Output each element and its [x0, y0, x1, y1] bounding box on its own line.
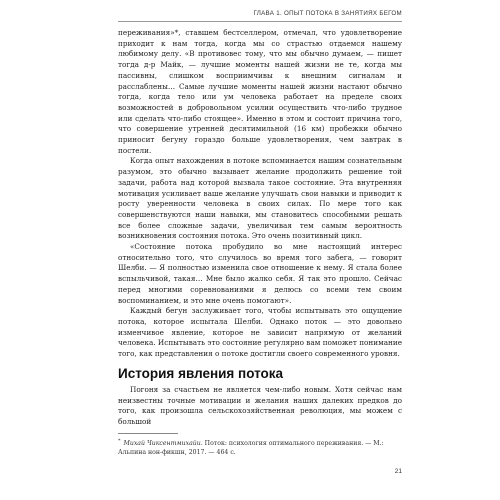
header-rule	[118, 21, 402, 22]
section-title: История явления потока	[118, 366, 284, 381]
footnote-author: Михай Чиксентмихайи.	[123, 440, 203, 448]
running-head: ГЛАВА 1. ОПЫТ ПОТОКА В ЗАНЯТИЯХ БЕГОМ	[253, 10, 402, 17]
footnote-text: Поток: психология оптимального переживания. — М.: Альпина нон-фикшн, 2017. — 464 с.	[118, 440, 384, 457]
paragraph-2: Когда опыт нахождения в потоке вспоминается нашим сознательным разумом, это обычно вызывает желание продолжить решение той задачи, работа над которой вызвала такое состояние. Эта внутренняя мотивация усиливает ваше желание улучшать свои навыки и приводит к росту уверенности человека в своих силах. По мере того как совершенствуются наши навыки, мы становитесь способными решать все более сложные задачи, увеличивая тем самым вероятность возникновения состояния потока. Это очень позитивный цикл.	[118, 156, 402, 241]
page-number: 21	[394, 468, 402, 475]
section-body	[118, 385, 402, 428]
paragraph-4: Каждый бегун заслуживает того, чтобы испытывать это ощущение потока, которое испытала Шелби. Однако поток — это довольно изменчивое явление, которое не зависит напрямую от желаний человека. Испытывать это состояние регулярно вам поможет понимание того, как представления о потоке достигли своего современного уровня.	[118, 306, 402, 359]
paragraph-3: «Состояние потока пробудило во мне настоящий интерес относительно того, что случилось во время того забега, — говорит Шелби. — Я полностью изменила свое отношение к нему. Я стала более вспыльчивой, такая… Мне было жалко себя. Я так это прошло. Сейчас перед многими соревнованиями я делюсь со всеми тем своим воспоминанием, и это мне очень помогают».	[118, 242, 402, 305]
paragraph-1: переживания»*, ставшем бестселлером, отмечал, что удовлетворение приходит к нам тогда, когда мы со страстью отдаемся нашему любимому делу. «В противовес тому, что мы обычно думаем, — пишет тогда д-р Майк, — лучшие моменты нашей жизни не те, когда мы пассивны, слишком восприимчивы к внешним сигналам и расслаблены… Самые лучшие моменты нашей жизни настают обычно тогда, когда тело или ум человека работает на пределе своих возможностей в добровольном усилии осуществить что-либо трудное или сделать что-либо стоящее». Именно в этом и состоит причина того, что совершение утренней десятимильной (16 км) пробежки обычно приносит бегуну гораздо больше удовлетворения, чем завтрак в постели.	[118, 28, 402, 155]
footnote-rule	[118, 433, 178, 434]
body-text	[118, 28, 402, 360]
footnote	[118, 437, 402, 457]
section-paragraph: Погоня за счастьем не является чем-либо новым. Хотя сейчас нам неизвестны точные мотивации и желания наших далеких предков до того, как произошла сельскохозяйственная революция, мы можем с большой	[118, 385, 402, 427]
footnote-mark: *	[118, 438, 121, 444]
